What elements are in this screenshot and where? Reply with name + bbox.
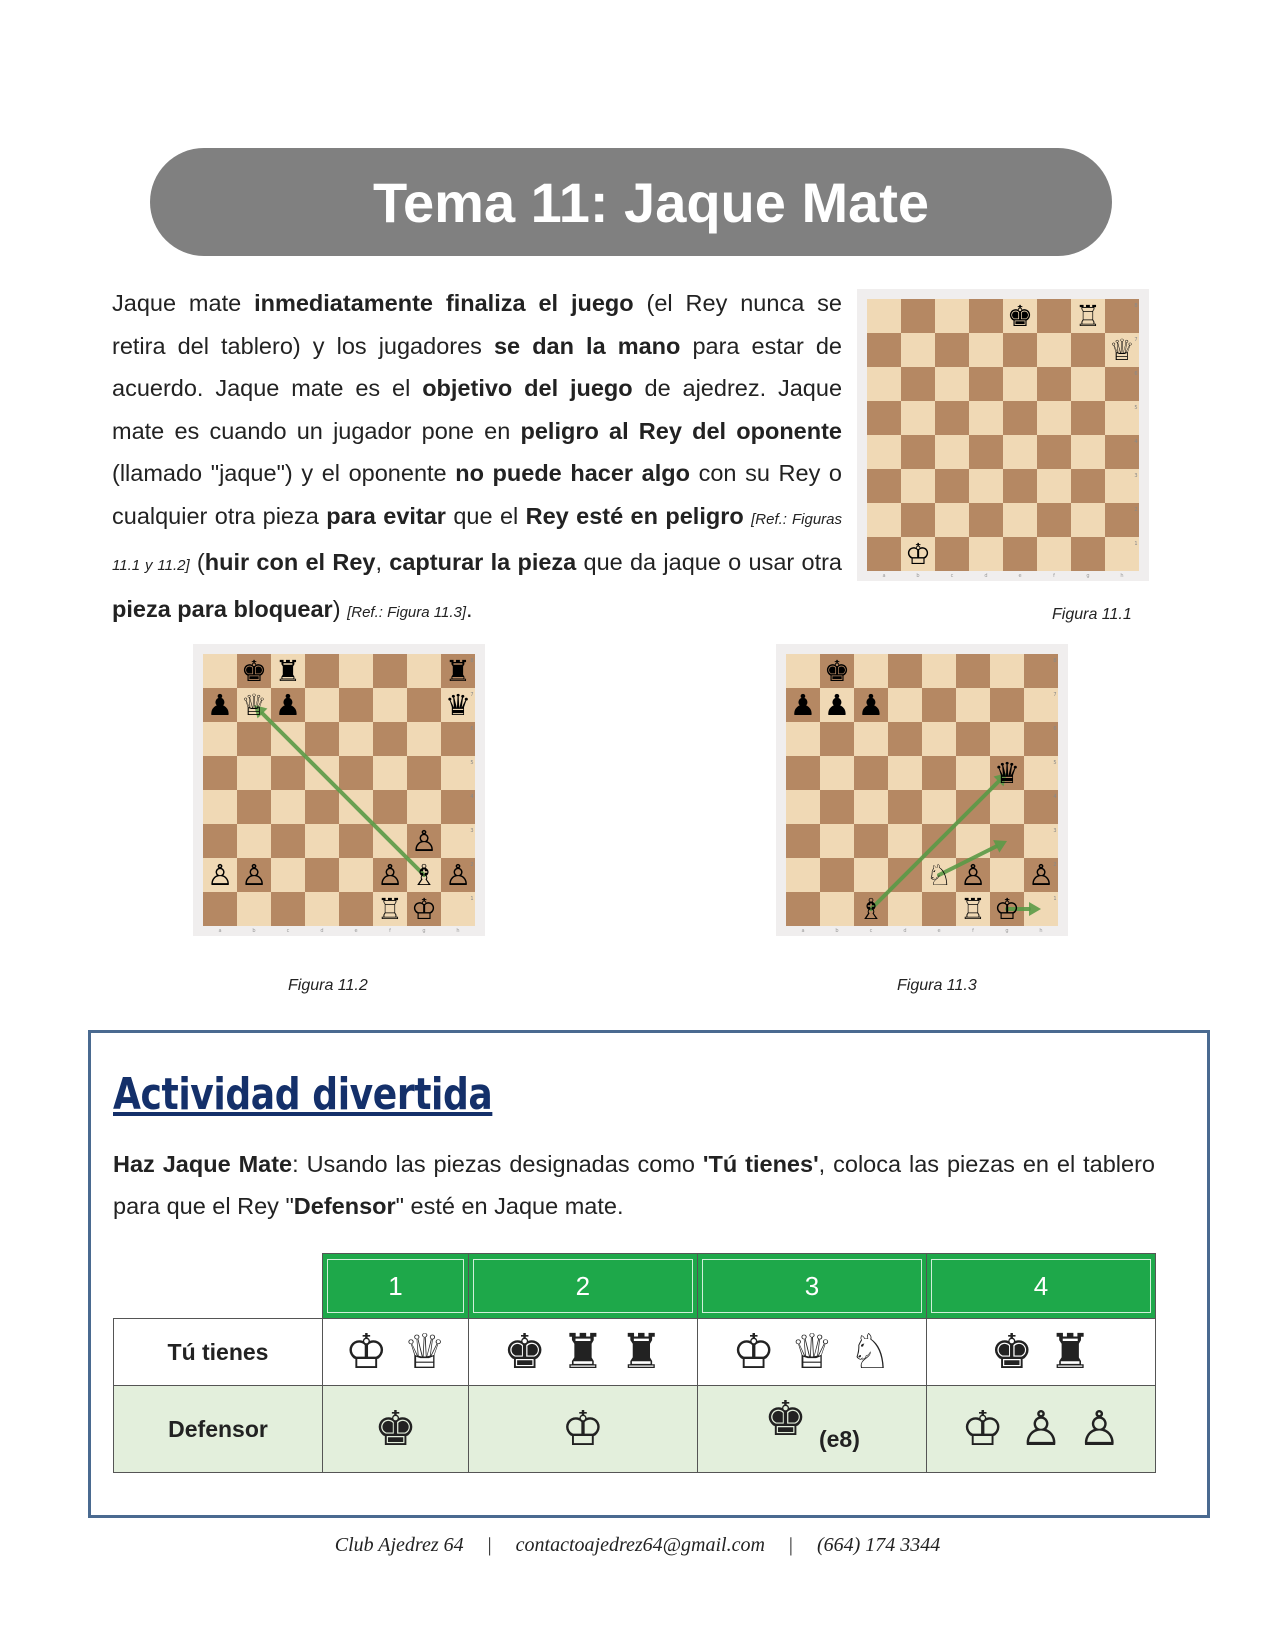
light-square	[922, 654, 956, 688]
chess-piece-white: ♔	[994, 892, 1020, 926]
light-square	[339, 858, 373, 892]
figure-11-1-caption: Figura 11.1	[1052, 606, 1132, 623]
file-label: c	[869, 928, 873, 934]
rank-label: 8	[1053, 658, 1057, 664]
pieces-cell: ♚	[323, 1386, 469, 1473]
dark-square	[237, 790, 271, 824]
light-square	[1037, 401, 1071, 435]
light-square	[922, 790, 956, 824]
dark-square	[271, 892, 305, 926]
activity-bold: Haz Jaque Mate	[113, 1151, 293, 1177]
chess-piece-black: ♚	[824, 654, 850, 688]
dark-square	[901, 299, 935, 333]
light-square	[407, 722, 441, 756]
chess-piece-white: ♔	[905, 537, 931, 571]
intro-text: con su Rey o cualquier otra pieza	[112, 460, 842, 529]
rank-label: 1	[1134, 541, 1138, 547]
chess-piece-white: ♙	[1028, 858, 1054, 892]
column-number: 3	[702, 1259, 922, 1313]
chess-piece-white: ♙	[377, 858, 403, 892]
intro-bold: capturar la pieza	[389, 549, 577, 575]
activity-bold: 'Tú tienes'	[702, 1151, 819, 1177]
activity-bold: Defensor	[293, 1193, 396, 1219]
column-header	[926, 1254, 1155, 1319]
intro-bold: huir con el Rey	[204, 549, 376, 575]
light-square	[922, 722, 956, 756]
title-banner	[150, 148, 1112, 256]
column-number: 2	[473, 1259, 693, 1313]
dark-square	[854, 756, 888, 790]
dark-square	[820, 858, 854, 892]
chess-piece-black: ♚	[1007, 299, 1033, 333]
chess-piece-white: ♖	[960, 892, 986, 926]
chess-piece-black: ♛	[994, 756, 1020, 790]
chess-piece-white: ♕	[241, 688, 267, 722]
dark-square	[901, 435, 935, 469]
chess-piece-white: ♖	[1075, 299, 1101, 333]
intro-bold: pieza para bloquear	[112, 595, 333, 622]
dark-square	[305, 654, 339, 688]
dark-square	[854, 824, 888, 858]
dark-square	[935, 333, 969, 367]
light-square	[867, 503, 901, 537]
chess-piece-white: ♘	[926, 858, 952, 892]
column-header	[323, 1254, 469, 1319]
dark-square	[901, 503, 935, 537]
intro-text: .	[466, 595, 473, 622]
dark-square	[373, 654, 407, 688]
chessboard	[782, 650, 1062, 934]
file-label: g	[1086, 573, 1090, 579]
dark-square	[820, 790, 854, 824]
light-square	[339, 722, 373, 756]
rank-label: 5	[1134, 405, 1138, 411]
dark-square	[1003, 537, 1037, 571]
dark-square	[956, 722, 990, 756]
table-row-defender	[114, 1386, 1156, 1473]
dark-square	[407, 688, 441, 722]
dark-square	[305, 790, 339, 824]
intro-text: (	[189, 549, 205, 575]
chess-piece-white: ♙	[411, 824, 437, 858]
light-square	[888, 688, 922, 722]
pieces-cell: ♚ ♜	[926, 1319, 1155, 1386]
dark-square	[339, 756, 373, 790]
file-label: f	[972, 928, 974, 934]
chess-piece-black: ♚	[241, 654, 267, 688]
file-label: f	[1053, 573, 1055, 579]
intro-bold: se dan la mano	[493, 332, 681, 359]
chess-piece-black: ♜	[445, 654, 471, 688]
file-label: a	[801, 928, 805, 934]
file-label: e	[354, 928, 358, 934]
file-label: d	[984, 573, 988, 579]
dark-square	[786, 824, 820, 858]
light-square	[786, 654, 820, 688]
dark-square	[820, 722, 854, 756]
light-square	[237, 756, 271, 790]
chessboard	[863, 295, 1143, 579]
dark-square	[935, 537, 969, 571]
dark-square	[407, 756, 441, 790]
dark-square	[373, 790, 407, 824]
intro-bold: no puede hacer algo	[455, 460, 690, 486]
footer-club: Club Ajedrez 64	[334, 1534, 464, 1556]
page-title: Tema 11: Jaque Mate	[372, 171, 930, 234]
dark-square	[1003, 333, 1037, 367]
intro-paragraph	[112, 282, 842, 634]
intro-text: que da jaque o usar otra	[576, 549, 842, 575]
dark-square	[969, 299, 1003, 333]
intro-bold: para evitar	[326, 502, 446, 529]
light-square	[969, 401, 1003, 435]
light-square	[786, 858, 820, 892]
light-square	[1037, 333, 1071, 367]
light-square	[237, 892, 271, 926]
light-square	[990, 654, 1024, 688]
light-square	[1037, 537, 1071, 571]
dark-square	[1071, 333, 1105, 367]
dark-square	[922, 756, 956, 790]
light-square	[407, 654, 441, 688]
rank-label: 2	[1053, 862, 1057, 868]
light-square	[867, 367, 901, 401]
light-square	[1071, 367, 1105, 401]
figure-reference: [Ref.: Figuras 11.1 y 11.2]	[112, 510, 842, 574]
intro-bold: peligro al Rey del oponente	[520, 417, 842, 444]
file-label: h	[1039, 928, 1043, 934]
rank-label: 5	[470, 760, 474, 766]
pieces-cell: ♔ ♕	[323, 1319, 469, 1386]
light-square	[901, 469, 935, 503]
rank-label: 3	[470, 828, 474, 834]
light-square	[990, 790, 1024, 824]
row-label: Tú tienes	[114, 1319, 323, 1386]
light-square	[1071, 503, 1105, 537]
activity-text: " esté en Jaque mate.	[395, 1193, 624, 1219]
light-square	[1003, 435, 1037, 469]
light-square	[969, 333, 1003, 367]
dark-square	[1037, 435, 1071, 469]
dark-square	[1071, 537, 1105, 571]
dark-square	[969, 435, 1003, 469]
pieces-cell: ♔ ♙ ♙	[926, 1386, 1155, 1473]
square-note: (e8)	[818, 1426, 860, 1452]
intro-text: de ajedrez. Jaque mate es cuando un jugador pone en	[112, 375, 843, 444]
dark-square	[1003, 401, 1037, 435]
dark-square	[373, 722, 407, 756]
pieces-cell: ♔ ♕ ♘	[697, 1319, 926, 1386]
chess-piece-white: ♙	[960, 858, 986, 892]
intro-text: ,	[375, 549, 390, 575]
light-square	[956, 688, 990, 722]
rank-label: 3	[1053, 828, 1057, 834]
column-number: 1	[327, 1259, 464, 1313]
dark-square	[271, 824, 305, 858]
dark-square	[922, 688, 956, 722]
activity-table	[113, 1253, 1156, 1473]
light-square	[1071, 435, 1105, 469]
rank-label: 4	[1134, 439, 1138, 445]
dark-square	[1003, 469, 1037, 503]
footer-separator: |	[487, 1534, 492, 1556]
footer-email: contactoajedrez64@gmail.com	[515, 1534, 765, 1556]
dark-square	[1037, 503, 1071, 537]
dark-square	[969, 367, 1003, 401]
light-square	[271, 790, 305, 824]
dark-square	[888, 722, 922, 756]
rank-label: 2	[1134, 507, 1138, 513]
dark-square	[1071, 469, 1105, 503]
chess-piece-white: ♗	[411, 858, 437, 892]
file-label: c	[950, 573, 954, 579]
light-square	[820, 824, 854, 858]
table-header-row	[114, 1254, 1156, 1319]
dark-square	[867, 401, 901, 435]
intro-text	[744, 503, 751, 529]
activity-title: Actividad divertida	[113, 1069, 493, 1120]
light-square	[990, 858, 1024, 892]
chess-piece-white: ♙	[207, 858, 233, 892]
dark-square	[956, 654, 990, 688]
light-square	[854, 722, 888, 756]
rank-label: 4	[1053, 794, 1057, 800]
row-label: Defensor	[114, 1386, 323, 1473]
dark-square	[237, 722, 271, 756]
light-square	[854, 790, 888, 824]
light-square	[305, 688, 339, 722]
file-label: h	[1120, 573, 1124, 579]
light-square	[854, 654, 888, 688]
dark-square	[339, 892, 373, 926]
figure-11-2-board	[193, 644, 485, 936]
dark-square	[203, 892, 237, 926]
dark-square	[1037, 299, 1071, 333]
light-square	[935, 367, 969, 401]
dark-square	[203, 756, 237, 790]
file-label: g	[422, 928, 426, 934]
dark-square	[1071, 401, 1105, 435]
light-square	[373, 756, 407, 790]
chess-piece-white: ♙	[445, 858, 471, 892]
figure-11-2-caption: Figura 11.2	[288, 977, 368, 994]
light-square	[935, 503, 969, 537]
dark-square	[990, 688, 1024, 722]
chess-piece-white: ♔	[411, 892, 437, 926]
rank-label: 8	[1134, 303, 1138, 309]
dark-square	[786, 892, 820, 926]
dark-square	[305, 722, 339, 756]
chess-piece-black: ♟	[824, 688, 850, 722]
dark-square	[888, 654, 922, 688]
light-square	[888, 892, 922, 926]
activity-text: : Usando las piezas designadas como	[292, 1151, 703, 1177]
dark-square	[935, 401, 969, 435]
intro-text: para estar de acuerdo. Jaque mate es el	[112, 332, 842, 401]
light-square	[901, 401, 935, 435]
light-square	[305, 892, 339, 926]
column-header	[697, 1254, 926, 1319]
pieces-cell: ♔	[468, 1386, 697, 1473]
light-square	[820, 756, 854, 790]
figure-11-3-board	[776, 644, 1068, 936]
rank-label: 6	[1053, 726, 1057, 732]
light-square	[935, 435, 969, 469]
activity-box	[88, 1030, 1210, 1518]
light-square	[373, 688, 407, 722]
file-label: g	[1005, 928, 1009, 934]
intro-bold: objetivo del juego	[422, 375, 633, 401]
file-label: b	[916, 573, 920, 579]
intro-text: (el Rey nunca se retira del tablero) y los jugadores	[112, 290, 842, 359]
rank-label: 6	[470, 726, 474, 732]
intro-text: (llamado "jaque") y el oponente	[112, 460, 456, 486]
rank-label: 1	[470, 896, 474, 902]
light-square	[901, 333, 935, 367]
rank-label: 6	[1134, 371, 1138, 377]
file-label: d	[320, 928, 324, 934]
light-square	[203, 654, 237, 688]
dark-square	[339, 824, 373, 858]
light-square	[935, 299, 969, 333]
figure-11-3-caption: Figura 11.3	[897, 977, 977, 994]
rank-label: 7	[470, 692, 474, 698]
column-number: 4	[931, 1259, 1151, 1313]
column-header	[468, 1254, 697, 1319]
table-row-you-have	[114, 1319, 1156, 1386]
file-label: d	[903, 928, 907, 934]
chess-piece-white: ♙	[241, 858, 267, 892]
light-square	[969, 469, 1003, 503]
dark-square	[867, 333, 901, 367]
dark-square	[305, 858, 339, 892]
light-square	[305, 824, 339, 858]
light-square	[956, 756, 990, 790]
dark-square	[969, 503, 1003, 537]
figure-reference: [Ref.: Figura 11.3]	[347, 603, 467, 621]
light-square	[888, 756, 922, 790]
file-label: a	[218, 928, 222, 934]
dark-square	[935, 469, 969, 503]
figure-11-1-board	[857, 289, 1149, 581]
dark-square	[203, 824, 237, 858]
activity-instructions	[113, 1143, 1155, 1227]
chess-piece-white: ♗	[858, 892, 884, 926]
file-label: a	[882, 573, 886, 579]
footer-phone: (664) 174 3344	[816, 1534, 941, 1556]
chess-piece-white: ♖	[377, 892, 403, 926]
file-label: c	[286, 928, 290, 934]
light-square	[203, 722, 237, 756]
intro-bold: inmediatamente finaliza el juego	[254, 290, 634, 316]
light-square	[820, 892, 854, 926]
dark-square	[786, 756, 820, 790]
intro-text: que el	[445, 502, 526, 529]
chess-piece-black: ♟	[275, 688, 301, 722]
rank-label: 7	[1134, 337, 1138, 343]
light-square	[203, 790, 237, 824]
rank-label: 5	[1053, 760, 1057, 766]
dark-square	[922, 892, 956, 926]
light-square	[867, 435, 901, 469]
rank-label: 3	[1134, 473, 1138, 479]
dark-square	[867, 469, 901, 503]
dark-square	[867, 537, 901, 571]
dark-square	[1037, 367, 1071, 401]
intro-text: )	[332, 595, 348, 622]
light-square	[786, 790, 820, 824]
chessboard	[199, 650, 479, 934]
table-corner	[114, 1254, 323, 1319]
activity-text: , coloca las piezas en el tablero para que el Rey "	[113, 1151, 1155, 1219]
light-square	[1003, 503, 1037, 537]
dark-square	[271, 756, 305, 790]
pieces-cell	[697, 1386, 926, 1473]
file-label: b	[835, 928, 839, 934]
file-label: e	[937, 928, 941, 934]
light-square	[237, 824, 271, 858]
light-square	[969, 537, 1003, 571]
rank-label: 7	[1053, 692, 1057, 698]
chess-piece-white: ♕	[1109, 333, 1135, 367]
footer-separator: |	[788, 1534, 793, 1556]
footer	[0, 1534, 1275, 1557]
file-label: h	[456, 928, 460, 934]
light-square	[888, 824, 922, 858]
light-square	[854, 858, 888, 892]
rank-label: 4	[470, 794, 474, 800]
light-square	[1037, 469, 1071, 503]
dark-square	[339, 688, 373, 722]
chess-piece-black: ♟	[858, 688, 884, 722]
chess-piece-black: ♛	[445, 688, 471, 722]
rank-label: 2	[470, 862, 474, 868]
light-square	[271, 858, 305, 892]
dark-square	[888, 790, 922, 824]
pieces-symbols: ♚	[763, 1391, 807, 1447]
rank-label: 8	[470, 658, 474, 664]
light-square	[786, 722, 820, 756]
chess-piece-black: ♜	[275, 654, 301, 688]
light-square	[990, 722, 1024, 756]
file-label: b	[252, 928, 256, 934]
file-label: f	[389, 928, 391, 934]
dark-square	[901, 367, 935, 401]
pieces-cell: ♚ ♜ ♜	[468, 1319, 697, 1386]
file-label: e	[1018, 573, 1022, 579]
light-square	[407, 790, 441, 824]
light-square	[867, 299, 901, 333]
light-square	[1003, 367, 1037, 401]
chess-piece-black: ♟	[207, 688, 233, 722]
chess-piece-black: ♟	[790, 688, 816, 722]
rank-label: 1	[1053, 896, 1057, 902]
light-square	[339, 654, 373, 688]
intro-text: Jaque mate	[112, 290, 255, 316]
intro-bold: Rey esté en peligro	[525, 502, 744, 529]
